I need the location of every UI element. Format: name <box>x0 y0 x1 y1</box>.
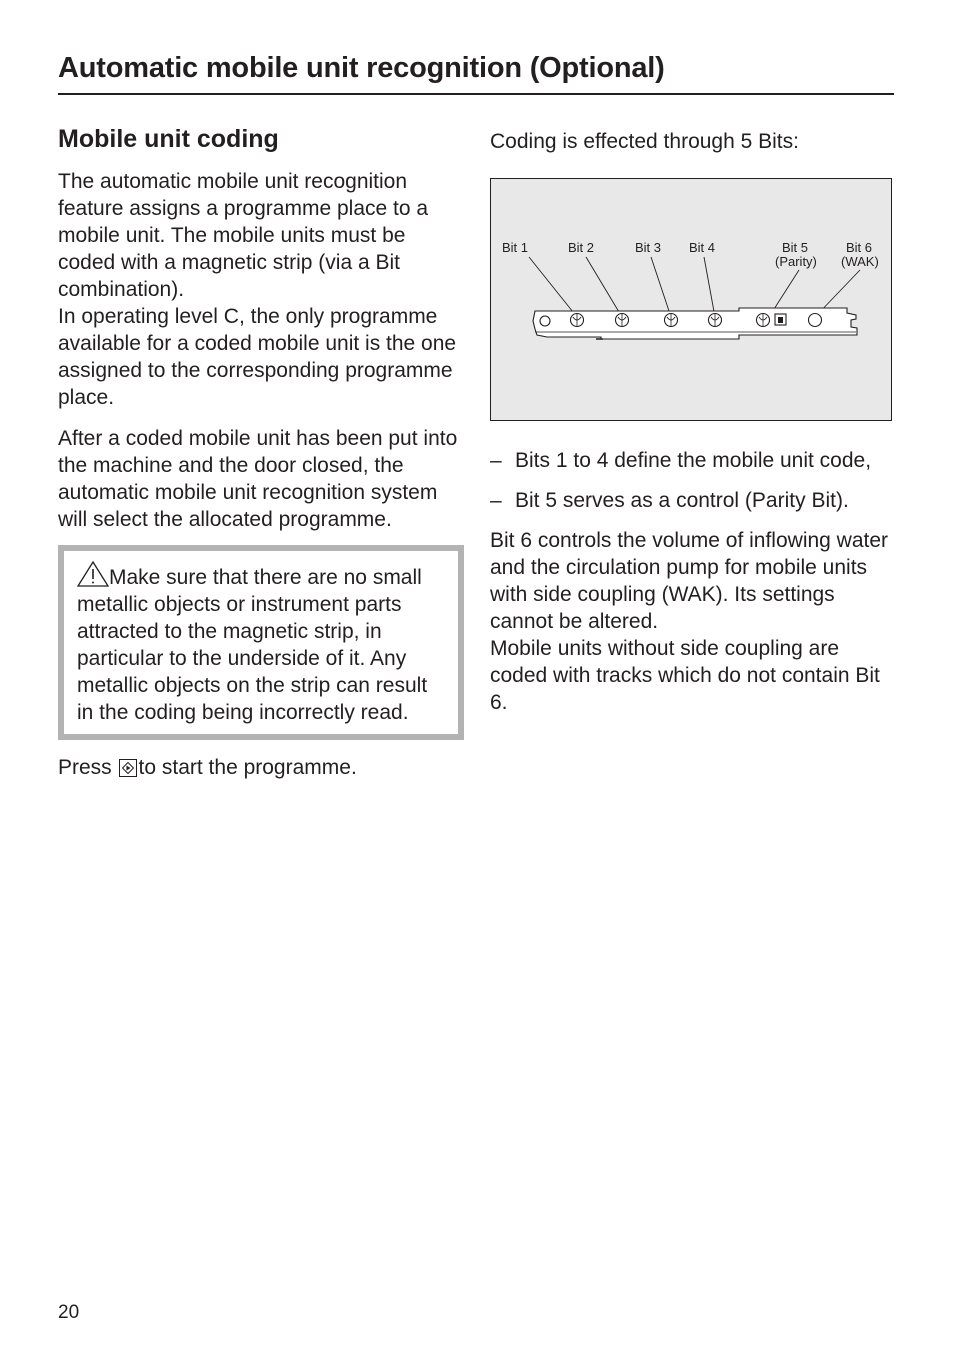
bit6-label: Bit 6 <box>846 240 873 255</box>
warning-triangle-icon <box>77 561 109 587</box>
bullet-text: Bits 1 to 4 define the mobile unit code, <box>515 449 872 472</box>
bit3-label: Bit 3 <box>635 240 662 255</box>
list-item <box>490 487 894 514</box>
page-number: 20 <box>58 1302 80 1323</box>
start-key-icon <box>119 759 137 777</box>
bullet-dash: – <box>490 449 502 472</box>
press-instruction <box>58 754 464 781</box>
section-heading: Mobile unit coding <box>58 125 279 153</box>
press-text-before: Press <box>58 756 112 779</box>
magnetic-strip-diagram <box>490 178 892 421</box>
bit4-label: Bit 4 <box>689 240 716 255</box>
warning-text: Make sure that there are no small metallic objects or instrument parts attracted to the magnetic strip, in particular to the underside of it. Any metallic objects on the strip can result in the coding being incorrectly read. <box>77 566 428 724</box>
coding-intro: Coding is effected through 5 Bits: <box>490 130 799 153</box>
right-column <box>490 128 894 716</box>
bit6-paragraph-b: Mobile units without side coupling are coded with tracks which do not contain Bit 6. <box>490 637 880 714</box>
bit5-sub-label: (Parity) <box>775 254 817 269</box>
bullet-text: Bit 5 serves as a control (Parity Bit). <box>515 489 849 512</box>
warning-box <box>58 545 464 740</box>
recognition-paragraph: After a coded mobile unit has been put into the machine and the door closed, the automatic mobile unit recognition system will select the allocated programme. <box>58 427 458 531</box>
bit5-label: Bit 5 <box>782 240 809 255</box>
bit1-label: Bit 1 <box>502 240 529 255</box>
bit-bullet-list <box>490 447 894 514</box>
page-title: Automatic mobile unit recognition (Optional) <box>58 52 894 95</box>
bit2-label: Bit 2 <box>568 240 595 255</box>
bit6-sub-label: (WAK) <box>841 254 879 269</box>
warning-text-block <box>77 561 448 726</box>
bullet-dash: – <box>490 489 502 512</box>
bit6-paragraph-a: Bit 6 controls the volume of inflowing water and the circulation pump for mobile units with side coupling (WAK). Its settings cannot be altered. <box>490 529 889 633</box>
left-column <box>58 124 464 781</box>
intro-paragraph-a: The automatic mobile unit recognition feature assigns a programme place to a mobile unit. The mobile units must be coded with a magnetic strip (via a Bit combination). <box>58 170 429 301</box>
intro-paragraph-b: In operating level C, the only programme available for a coded mobile unit is the one assigned to the corresponding programme place. <box>58 305 457 409</box>
press-text-after: to start the programme. <box>138 756 357 779</box>
magnetic-strip <box>533 308 857 339</box>
list-item <box>490 447 894 474</box>
